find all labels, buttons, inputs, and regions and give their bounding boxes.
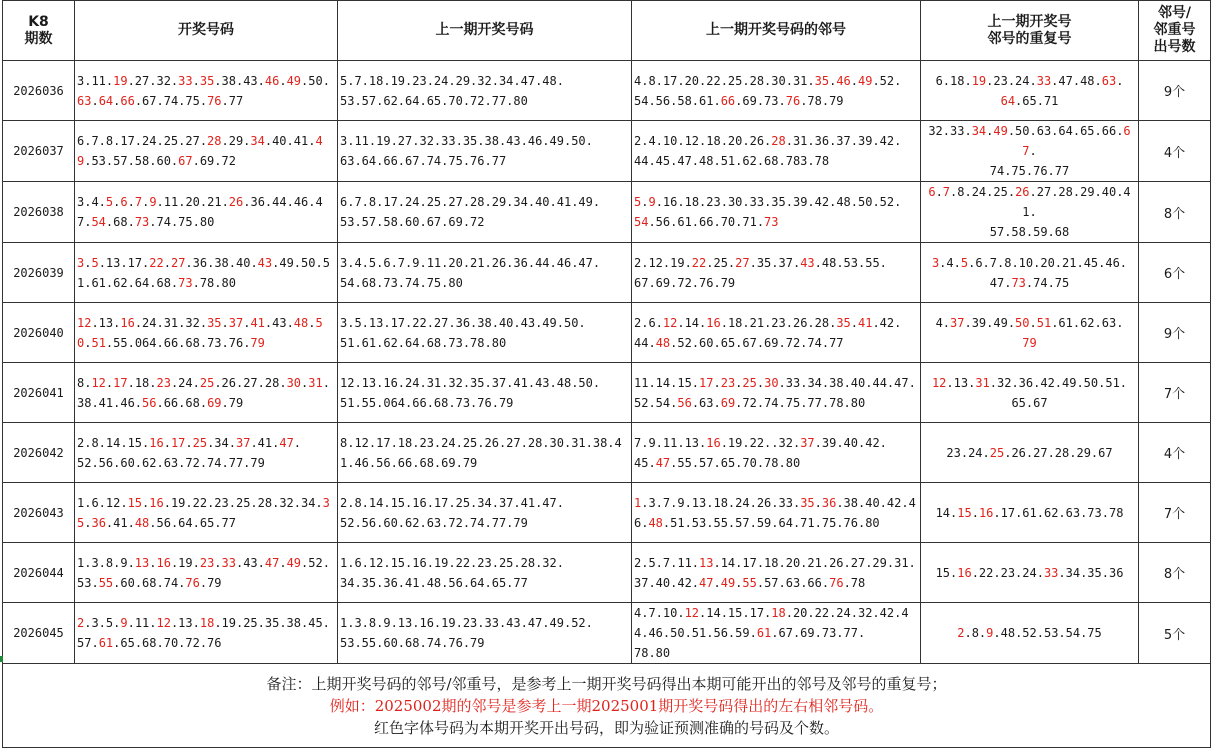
hit-number: 9: [986, 626, 994, 640]
hit-number: 41: [250, 315, 265, 330]
draw-numbers-cell: 2.8.14.15.16.17.25.34.37.41.47. 52.56.60.62.63.72.74.77.79: [75, 423, 338, 483]
period-cell: 2026042: [3, 423, 75, 483]
repeat-numbers-cell: 6.18.19.23.24.33.47.48.63. 64.65.71: [921, 61, 1139, 121]
hit-number: 73: [1011, 275, 1026, 290]
hit-number: 69: [720, 395, 736, 410]
hit-count-cell: 7个: [1139, 483, 1211, 543]
hit-number: 19: [971, 73, 987, 88]
hit-number: 33: [221, 555, 236, 570]
period-cell: 2026036: [3, 61, 75, 121]
period-cell: 2026041: [3, 363, 75, 423]
prev-numbers-cell: 8.12.17.18.23.24.25.26.27.28.30.31.38.41.46.56.66.68.69.79: [338, 423, 632, 483]
neighbor-numbers-cell: 1.3.7.9.13.18.24.26.33.35.36.38.40.42.46.48.51.53.55.57.59.64.71.75.76.80: [632, 483, 921, 543]
hit-number: 16: [120, 315, 135, 330]
hit-number: 35: [207, 315, 222, 330]
repeat-numbers-cell: 3.4.5.6.7.8.10.20.21.45.46. 47.73.74.75: [921, 243, 1139, 303]
hit-number: 37: [950, 315, 965, 330]
hit-number: 27: [735, 255, 750, 270]
table-row: [3, 543, 1211, 603]
hit-count-cell: 9个: [1139, 61, 1211, 121]
repeat-numbers-cell: 6.7.8.24.25.26.27.28.29.40.41. 57.58.59.68: [921, 182, 1139, 243]
hit-number: 18: [771, 606, 786, 620]
prev-numbers-cell: 5.7.18.19.23.24.29.32.34.47.48. 53.57.62.64.65.70.72.77.80: [338, 61, 632, 121]
hit-number: 37: [800, 435, 815, 450]
header-repeat: 上一期开奖号 邻号的重复号: [921, 1, 1139, 61]
repeat-numbers-cell: 4.37.39.49.50.51.61.62.63. 79: [921, 303, 1139, 363]
notes-cell: [3, 664, 1211, 748]
hit-number: 25: [742, 375, 757, 390]
hit-number: 34: [971, 124, 987, 138]
hit-number: 76: [207, 93, 222, 108]
hit-number: 23: [156, 375, 171, 390]
hit-number: 48: [134, 515, 150, 530]
hit-count-cell: 4个: [1139, 423, 1211, 483]
note-line-3: 红色字体号码为本期开奖开出号码，即为验证预测准确的号码及个数。: [373, 718, 839, 737]
hit-number: 33: [1043, 565, 1059, 580]
neighbor-numbers-cell: 11.14.15.17.23.25.30.33.34.38.40.44.47.52.54.56.63.69.72.74.75.77.78.80: [632, 363, 921, 423]
hit-number: 7: [942, 185, 951, 199]
hit-number: 55: [98, 575, 114, 590]
hit-number: 63: [1101, 73, 1117, 88]
header-period: K8 期数: [3, 1, 75, 61]
hit-number: 46: [836, 73, 851, 88]
hit-number: 5: [960, 255, 969, 270]
hit-number: 7: [134, 195, 143, 209]
hit-number: 73: [134, 215, 150, 229]
hit-number: 27: [170, 255, 186, 270]
draw-numbers-cell: 8.12.17.18.23.24.25.26.27.28.30.31.38.41.46.56.66.68.69.79: [75, 363, 338, 423]
hit-number: 16: [149, 495, 164, 510]
draw-numbers-cell: 12.13.16.24.31.32.35.37.41.43.48.50.51.55.064.66.68.73.76.79: [75, 303, 338, 363]
repeat-numbers-cell: 12.13.31.32.36.42.49.50.51. 65.67: [921, 363, 1139, 423]
hit-count-cell: 9个: [1139, 303, 1211, 363]
hit-number: 30: [764, 375, 779, 390]
data-table: [2, 0, 1211, 748]
draw-numbers-cell: 1.6.12.15.16.19.22.23.25.28.32.34.35.36.41.48.56.64.65.77: [75, 483, 338, 543]
hit-count-cell: 8个: [1139, 543, 1211, 603]
draw-numbers-cell: 6.7.8.17.24.25.27.28.29.34.40.41.49.53.57.58.60.67.69.72: [75, 121, 338, 182]
hit-number: 23: [199, 555, 215, 570]
sheet-corner-mark: [0, 656, 3, 662]
hit-number: 47: [699, 575, 714, 590]
hit-number: 67: [1022, 124, 1131, 158]
hit-number: 73: [178, 275, 193, 290]
hit-number: 49: [858, 73, 873, 88]
hit-number: 49: [286, 73, 302, 88]
hit-number: 12: [77, 315, 92, 330]
period-cell: 2026040: [3, 303, 75, 363]
prev-numbers-cell: 3.11.19.27.32.33.35.38.43.46.49.50. 63.64.66.67.74.75.76.77: [338, 121, 632, 182]
hit-count-cell: 7个: [1139, 363, 1211, 423]
prev-numbers-cell: 2.8.14.15.16.17.25.34.37.41.47. 52.56.60.62.63.72.74.77.79: [338, 483, 632, 543]
hit-number: 66: [120, 93, 135, 108]
header-draw: 开奖号码: [75, 1, 338, 61]
hit-number: 23: [720, 375, 736, 390]
table-row: [3, 483, 1211, 543]
neighbor-numbers-cell: 2.12.19.22.25.27.35.37.43.48.53.55. 67.69.72.76.79: [632, 243, 921, 303]
table-row: [3, 423, 1211, 483]
prev-numbers-cell: 1.6.12.15.16.19.22.23.25.28.32. 34.35.36.41.48.56.64.65.77: [338, 543, 632, 603]
hit-number: 18: [199, 616, 215, 630]
hit-number: 41: [858, 315, 873, 330]
hit-number: 49: [77, 134, 323, 168]
hit-number: 51: [1036, 315, 1052, 330]
neighbor-numbers-cell: 7.9.11.13.16.19.22..32.37.39.40.42. 45.47.55.57.65.70.78.80: [632, 423, 921, 483]
hit-number: 67: [178, 154, 193, 168]
hit-number: 16: [957, 565, 972, 580]
hit-number: 73: [764, 215, 779, 229]
hit-number: 35: [199, 73, 215, 88]
hit-number: 15: [957, 505, 972, 520]
header-prev: 上一期开奖号码: [338, 1, 632, 61]
hit-number: 54: [634, 215, 649, 229]
draw-numbers-cell: 1.3.8.9.13.16.19.23.33.43.47.49.52. 53.55.60.68.74.76.79: [75, 543, 338, 603]
hit-number: 79: [1022, 335, 1037, 350]
hit-number: 79: [250, 335, 265, 350]
period-cell: 2026038: [3, 182, 75, 243]
hit-number: 47: [279, 435, 294, 450]
hit-number: 43: [800, 255, 815, 270]
period-cell: 2026043: [3, 483, 75, 543]
hit-number: 15: [127, 495, 143, 510]
hit-number: 12: [931, 375, 947, 390]
table-row: [3, 603, 1211, 664]
prev-numbers-cell: 3.4.5.6.7.9.11.20.21.26.36.44.46.47. 54.68.73.74.75.80: [338, 243, 632, 303]
hit-number: 37: [235, 435, 251, 450]
hit-number: 49: [993, 124, 1008, 138]
hit-number: 33: [1036, 73, 1052, 88]
hit-count-cell: 6个: [1139, 243, 1211, 303]
hit-number: 69: [207, 395, 222, 410]
table-row: [3, 303, 1211, 363]
neighbor-numbers-cell: 4.7.10.12.14.15.17.18.20.22.24.32.42.44.46.50.51.56.59.61.67.69.73.77. 78.80: [632, 603, 921, 664]
repeat-numbers-cell: 32.33.34.49.50.63.64.65.66.67. 74.75.76.77: [921, 121, 1139, 182]
period-cell: 2026044: [3, 543, 75, 603]
hit-number: 19: [113, 73, 128, 88]
hit-number: 76: [829, 575, 844, 590]
repeat-numbers-cell: 23.24.25.26.27.28.29.67: [921, 423, 1139, 483]
hit-number: 9: [648, 195, 656, 209]
draw-numbers-cell: 3.5.13.17.22.27.36.38.40.43.49.50.51.61.62.64.68.73.78.80: [75, 243, 338, 303]
table-row: [3, 61, 1211, 121]
hit-number: 49: [286, 555, 302, 570]
hit-number: 33: [178, 73, 193, 88]
hit-number: 5: [91, 255, 99, 270]
hit-number: 9: [120, 616, 128, 630]
hit-number: 35: [836, 315, 851, 330]
neighbor-numbers-cell: 5.9.16.18.23.30.33.35.39.42.48.50.52. 54.56.61.66.70.71.73: [632, 182, 921, 243]
hit-number: 61: [756, 626, 772, 640]
hit-number: 51: [91, 335, 106, 350]
hit-number: 5: [105, 195, 114, 209]
hit-number: 16: [706, 435, 721, 450]
prev-numbers-cell: 3.5.13.17.22.27.36.38.40.43.49.50. 51.61.62.64.68.73.78.80: [338, 303, 632, 363]
hit-number: 55: [742, 575, 757, 590]
note-line-1: 备注：上期开奖号码的邻号/邻重号，是参考上一期开奖号码得出本期可能开出的邻号及邻号的重复号；: [266, 674, 947, 693]
hit-number: 35: [77, 495, 330, 530]
hit-number: 3: [931, 255, 940, 270]
repeat-numbers-cell: 14.15.16.17.61.62.63.73.78: [921, 483, 1139, 543]
hit-number: 48: [648, 515, 663, 530]
hit-number: 25: [199, 375, 215, 390]
hit-number: 46: [264, 73, 280, 88]
table-row: [3, 243, 1211, 303]
table-row: [3, 182, 1211, 243]
hit-number: 64: [1000, 93, 1016, 108]
repeat-numbers-cell: 15.16.22.23.24.33.34.35.36: [921, 543, 1139, 603]
hit-number: 61: [98, 636, 114, 650]
hit-number: 28: [207, 134, 222, 148]
hit-number: 16: [156, 555, 171, 570]
hit-number: 28: [771, 134, 786, 148]
hit-count-cell: 4个: [1139, 121, 1211, 182]
hit-number: 13: [134, 555, 150, 570]
hit-number: 2: [957, 626, 965, 640]
hit-count-cell: 8个: [1139, 182, 1211, 243]
hit-number: 1: [634, 495, 642, 510]
hit-number: 25: [192, 435, 208, 450]
hit-number: 16: [978, 505, 994, 520]
hit-number: 37: [228, 315, 244, 330]
header-neighbors: 上一期开奖号码的邻号: [632, 1, 921, 61]
hit-number: 76: [785, 93, 801, 108]
hit-number: 54: [91, 215, 106, 229]
hit-number: 16: [706, 315, 721, 330]
note-line-2: 例如：2025002期的邻号是参考上一期2025001期开奖号码得出的左右相邻号码。: [329, 696, 884, 715]
prev-numbers-cell: 1.3.8.9.13.16.19.23.33.43.47.49.52. 53.55.60.68.74.76.79: [338, 603, 632, 664]
table-row: [3, 121, 1211, 182]
prev-numbers-cell: 6.7.8.17.24.25.27.28.29.34.40.41.49. 53.57.58.60.67.69.72: [338, 182, 632, 243]
period-cell: 2026045: [3, 603, 75, 664]
hit-number: 26: [228, 195, 244, 209]
neighbor-numbers-cell: 2.5.7.11.13.14.17.18.20.21.26.27.29.31.37.40.42.47.49.55.57.63.66.76.78: [632, 543, 921, 603]
header-count: 邻号/ 邻重号 出号数: [1139, 1, 1211, 61]
hit-number: 76: [185, 575, 200, 590]
hit-number: 48: [293, 315, 309, 330]
hit-number: 43: [257, 255, 273, 270]
hit-number: 36: [91, 515, 106, 530]
period-cell: 2026039: [3, 243, 75, 303]
hit-number: 9: [149, 195, 157, 209]
hit-number: 35: [800, 495, 815, 510]
hit-number: 63: [77, 93, 92, 108]
hit-number: 34: [250, 134, 265, 148]
hit-number: 6: [120, 195, 128, 209]
hit-number: 13: [699, 555, 714, 570]
hit-number: 3: [77, 255, 85, 270]
hit-number: 36: [821, 495, 837, 510]
hit-number: 50: [77, 315, 323, 350]
hit-number: 47: [264, 555, 280, 570]
hit-number: 35: [814, 73, 830, 88]
hit-number: 30: [286, 375, 302, 390]
hit-number: 50: [1015, 315, 1030, 330]
hit-number: 22: [691, 255, 707, 270]
header-row: [3, 1, 1211, 61]
hit-number: 12: [156, 616, 171, 630]
draw-numbers-cell: 3.4.5.6.7.9.11.20.21.26.36.44.46.47.54.68.73.74.75.80: [75, 182, 338, 243]
hit-number: 12: [91, 375, 106, 390]
notes-row: [3, 664, 1211, 748]
hit-number: 31: [975, 375, 990, 390]
hit-number: 17: [699, 375, 714, 390]
hit-number: 2: [77, 616, 85, 630]
hit-number: 64: [98, 93, 114, 108]
table-body: [3, 61, 1211, 664]
repeat-numbers-cell: 2.8.9.48.52.53.54.75: [921, 603, 1139, 664]
prev-numbers-cell: 12.13.16.24.31.32.35.37.41.43.48.50. 51.55.064.66.68.73.76.79: [338, 363, 632, 423]
hit-number: 31: [308, 375, 323, 390]
draw-numbers-cell: 3.11.19.27.32.33.35.38.43.46.49.50. 63.64.66.67.74.75.76.77: [75, 61, 338, 121]
period-cell: 2026037: [3, 121, 75, 182]
hit-number: 47: [655, 455, 671, 470]
hit-count-cell: 5个: [1139, 603, 1211, 664]
hit-number: 22: [149, 255, 164, 270]
hit-number: 16: [149, 435, 164, 450]
hit-number: 17: [170, 435, 186, 450]
hit-number: 6: [928, 185, 936, 199]
hit-number: 12: [662, 315, 678, 330]
table-row: [3, 363, 1211, 423]
hit-number: 26: [1015, 185, 1030, 199]
neighbor-numbers-cell: 2.6.12.14.16.18.21.23.26.28.35.41.42. 44.48.52.60.65.67.69.72.74.77: [632, 303, 921, 363]
hit-number: 56: [142, 395, 157, 410]
draw-numbers-cell: 2.3.5.9.11.12.13.18.19.25.35.38.45.57.61.65.68.70.72.76: [75, 603, 338, 664]
hit-number: 66: [720, 93, 736, 108]
hit-number: 49: [720, 575, 736, 590]
neighbor-numbers-cell: 2.4.10.12.18.20.26.28.31.36.37.39.42. 44.45.47.48.51.62.68.783.78: [632, 121, 921, 182]
hit-number: 48: [655, 335, 671, 350]
neighbor-numbers-cell: 4.8.17.20.22.25.28.30.31.35.46.49.52. 54.56.58.61.66.69.73.76.78.79: [632, 61, 921, 121]
hit-number: 12: [684, 606, 700, 620]
hit-number: 25: [989, 445, 1005, 460]
hit-number: 5: [634, 195, 642, 209]
hit-number: 17: [113, 375, 128, 390]
hit-number: 56: [677, 395, 692, 410]
